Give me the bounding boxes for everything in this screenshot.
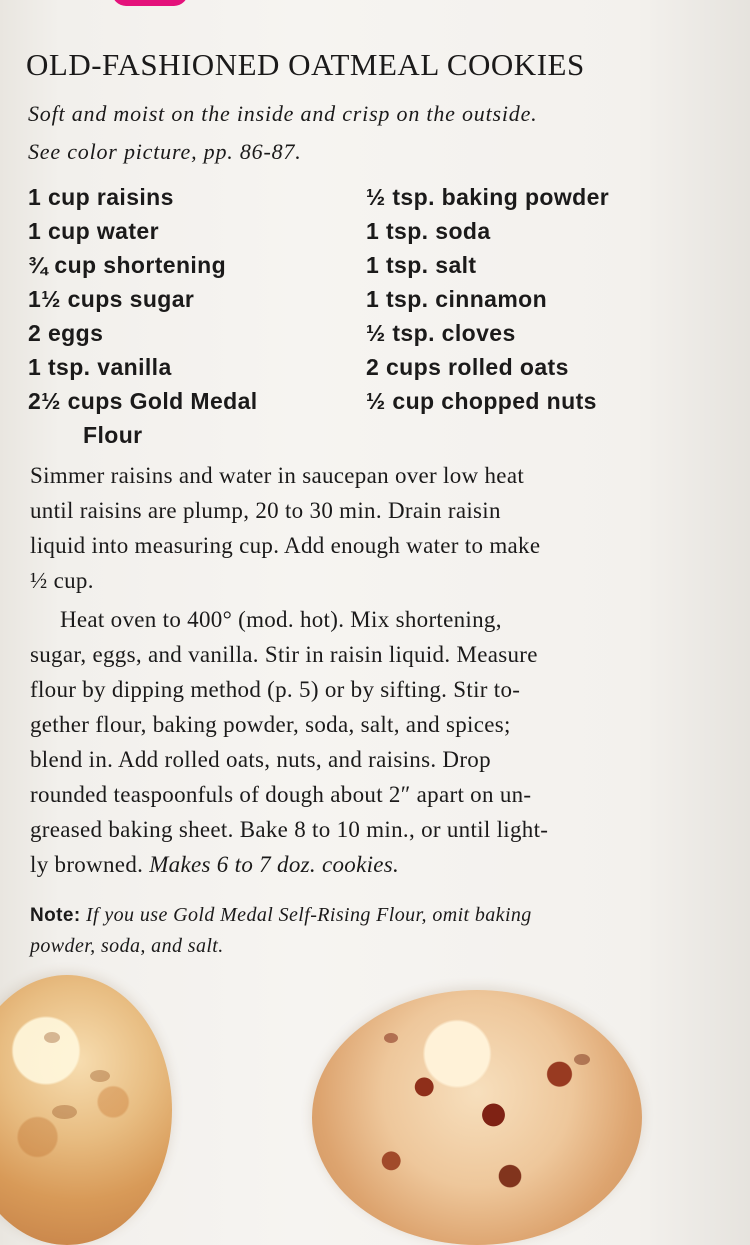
ingredient-left-4: 1½ cups sugar <box>28 286 195 312</box>
method-paragraph-2-line-4: gether flour, baking powder, soda, salt, and spices; <box>30 712 511 737</box>
cookie-texture <box>44 1032 60 1043</box>
raisin-texture <box>574 1054 590 1065</box>
ingredient-left-3: ¾ cup shortening <box>28 252 227 278</box>
recipe-note <box>30 900 720 962</box>
method-paragraph-1-line-1: Simmer raisins and water in saucepan over low heat <box>30 463 525 488</box>
method-paragraph-2-line-2: sugar, eggs, and vanilla. Stir in raisin liquid. Measure <box>30 642 538 667</box>
ingredient-right-4: 1 tsp. cinnamon <box>366 286 548 312</box>
raisin-texture <box>384 1033 398 1043</box>
ingredient-right-2: 1 tsp. soda <box>366 218 491 244</box>
recipe-title: OLD-FASHIONED OATMEAL COOKIES <box>26 47 585 82</box>
ingredient-left-8: Flour <box>83 422 143 448</box>
ingredient-right-5: ½ tsp. cloves <box>366 320 516 346</box>
ingredient-right-7: ½ cup chopped nuts <box>366 388 597 414</box>
method-paragraph-2-line-8 <box>30 847 720 882</box>
recipe-subtitle-line-1: Soft and moist on the inside and crisp on the outside. <box>28 101 538 126</box>
top-pink-accent <box>112 0 188 6</box>
ingredient-left-1: 1 cup raisins <box>28 184 174 210</box>
method-paragraph-2-line-3: flour by dipping method (p. 5) or by sifting. Stir to- <box>30 677 521 702</box>
method-paragraph-1-line-3: liquid into measuring cup. Add enough water to make <box>30 533 541 558</box>
ingredients-section <box>28 180 728 452</box>
note-label: Note: <box>30 905 81 926</box>
method-paragraph-1-line-2: until raisins are plump, 20 to 30 min. Drain raisin <box>30 498 501 523</box>
cookie-texture <box>52 1105 77 1119</box>
ingredient-left-7: 2½ cups Gold Medal <box>28 388 258 414</box>
note-text-line-2: powder, soda, and salt. <box>30 935 224 957</box>
method-paragraph-2-line-1: Heat oven to 400° (mod. hot). Mix shortening, <box>60 607 502 632</box>
ingredient-right-6: 2 cups rolled oats <box>366 354 569 380</box>
ingredient-right-3: 1 tsp. salt <box>366 252 477 278</box>
method-paragraph-2-line-5: blend in. Add rolled oats, nuts, and raisins. Drop <box>30 747 491 772</box>
recipe-subtitle-line-2: See color picture, pp. 86-87. <box>28 139 302 164</box>
method-paragraph-2 <box>30 602 720 882</box>
ingredient-left-5: 2 eggs <box>28 320 104 346</box>
note-text-line-1: If you use Gold Medal Self-Rising Flour, omit baking <box>85 904 532 926</box>
method-paragraph-2-line-6: rounded teaspoonfuls of dough about 2″ apart on un- <box>30 782 532 807</box>
ingredient-left-2: 1 cup water <box>28 218 159 244</box>
yield-text: Makes 6 to 7 doz. cookies. <box>149 852 400 877</box>
cookie-image-left <box>0 975 172 1245</box>
ingredients-left-column <box>28 180 348 452</box>
method-paragraph-1-line-4: ½ cup. <box>30 568 94 593</box>
ingredient-left-6: 1 tsp. vanilla <box>28 354 172 380</box>
cookie-texture <box>90 1070 110 1082</box>
ingredient-right-1: ½ tsp. baking powder <box>366 184 610 210</box>
ingredients-right-column <box>366 180 726 418</box>
cookie-image-right <box>312 990 642 1245</box>
method-paragraph-2-line-7: greased baking sheet. Bake 8 to 10 min., or until light- <box>30 817 549 842</box>
method-paragraph-1 <box>30 458 720 598</box>
method-final-text: ly browned. <box>30 852 150 877</box>
